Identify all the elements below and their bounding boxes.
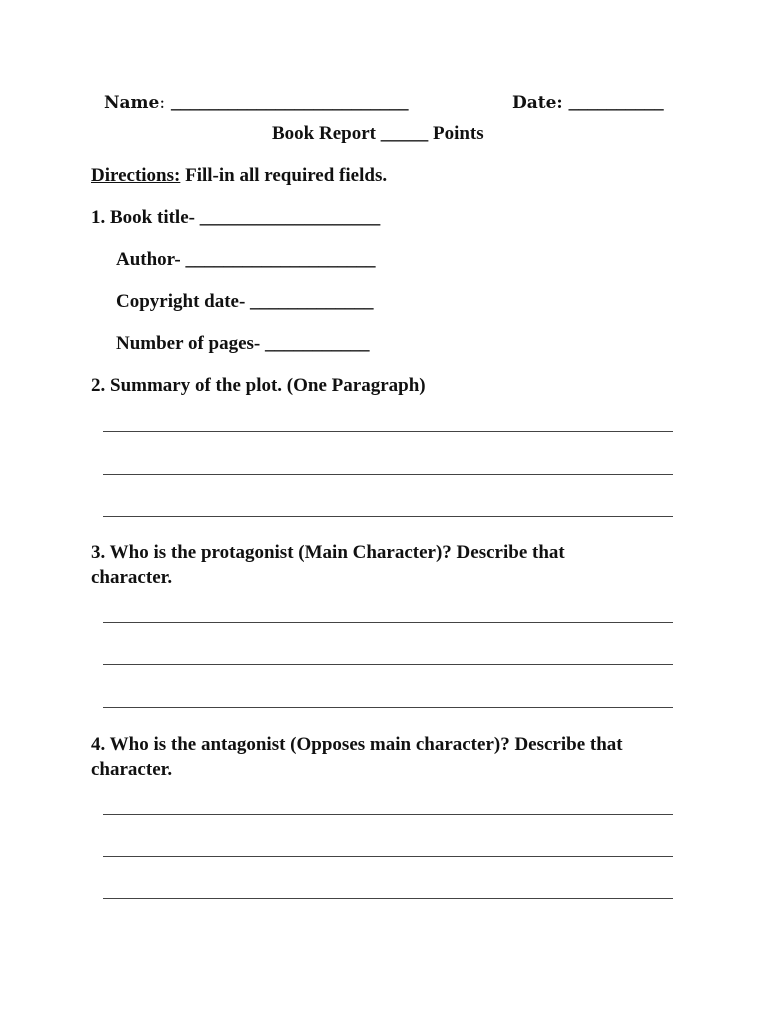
author-field[interactable]: Author- ____________________ — [116, 249, 376, 270]
protagonist-prompt-line-1: 3. Who is the protagonist (Main Character)? Describe that — [91, 542, 565, 563]
page-title: Book Report _____ Points — [272, 123, 484, 144]
antagonist-answer-line-2[interactable] — [103, 856, 673, 857]
summary-answer-line-1[interactable] — [103, 431, 673, 432]
summary-answer-line-2[interactable] — [103, 474, 673, 475]
protagonist-answer-line-1[interactable] — [103, 622, 673, 623]
protagonist-prompt-line-2: character. — [91, 567, 173, 588]
date-field — [512, 93, 664, 112]
directions-label: Directions: — [91, 165, 181, 186]
protagonist-answer-line-2[interactable] — [103, 664, 673, 665]
antagonist-prompt-line-2: character. — [91, 759, 173, 780]
summary-answer-line-3[interactable] — [103, 516, 673, 517]
directions-text: Fill-in all required fields. — [185, 165, 388, 186]
protagonist-answer-line-3[interactable] — [103, 707, 673, 708]
name-colon: : — [159, 93, 166, 113]
antagonist-answer-line-3[interactable] — [103, 898, 673, 899]
date-blank[interactable]: __________ — [568, 92, 664, 113]
name-label: Name — [104, 93, 160, 113]
book-title-field[interactable]: 1. Book title- ___________________ — [91, 207, 381, 228]
number-of-pages-field[interactable]: Number of pages- ___________ — [116, 333, 370, 354]
name-field — [104, 93, 409, 112]
antagonist-prompt-line-1: 4. Who is the antagonist (Opposes main character)? Describe that — [91, 734, 623, 755]
date-label: Date: — [512, 93, 563, 113]
summary-prompt: 2. Summary of the plot. (One Paragraph) — [91, 375, 426, 396]
antagonist-answer-line-1[interactable] — [103, 814, 673, 815]
name-blank[interactable]: _________________________ — [171, 92, 409, 113]
copyright-date-field[interactable]: Copyright date- _____________ — [116, 291, 374, 312]
directions — [91, 166, 387, 185]
